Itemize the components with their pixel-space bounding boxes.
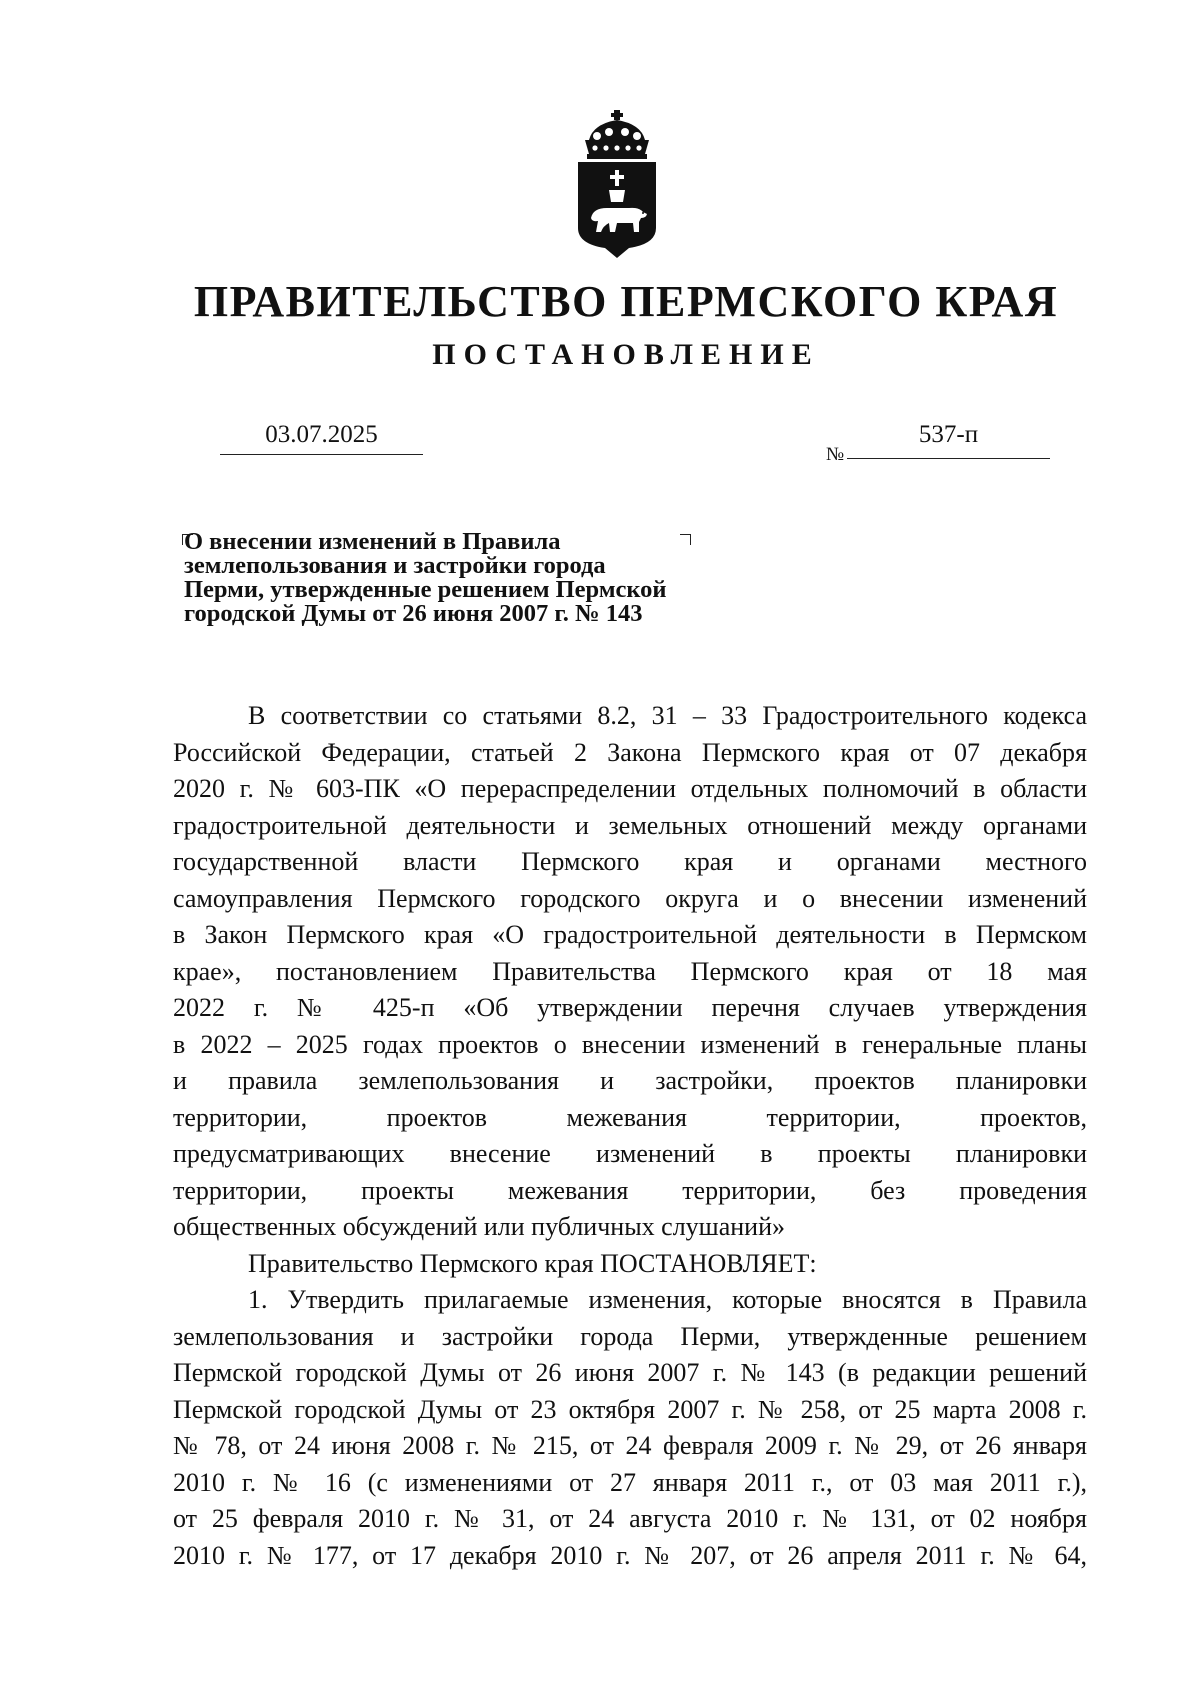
body-line: общественных обсуждений или публичных слушаний» (173, 1212, 785, 1241)
subject-line: Перми, утвержденные решением Пермской (184, 576, 667, 603)
body-line: в 2022 – 2025 годах проектов о внесении изменений в генеральные планы (173, 1029, 1087, 1059)
body-line: самоуправления Пермского городского округа и о внесении изменений (173, 883, 1087, 913)
document-type: ПОСТАНОВЛЕНИЕ (432, 338, 820, 371)
body-line: 2022 г. № 425-п «Об утверждении перечня случаев утверждения (173, 993, 1087, 1022)
coat-of-arms-icon (573, 110, 661, 260)
body-line: 2010 г. № 177, от 17 декабря 2010 г. № 207, от 26 апреля 2011 г. № 64, (173, 1540, 1087, 1570)
body-line: крае», постановлением Правительства Пермского края от 18 мая (173, 956, 1087, 986)
body-line: Пермской городской Думы от 26 июня 2007 г. № 143 (в редакции решений (173, 1358, 1087, 1387)
body-line: градостроительной деятельности и земельных отношений между органами (173, 810, 1087, 840)
body-line: территории, проекты межевания территории, без проведения (173, 1175, 1087, 1205)
body-line: в Закон Пермского края «О градостроительной деятельности в Пермском (173, 920, 1087, 949)
body-line: № 78, от 24 июня 2008 г. № 215, от 24 февраля 2009 г. № 29, от 26 января (173, 1431, 1087, 1460)
number-value-wrapper (847, 420, 1050, 459)
number-sign: № (826, 444, 845, 465)
date-underline (220, 454, 423, 455)
government-title: ПРАВИТЕЛЬСТВО ПЕРМСКОГО КРАЯ (193, 277, 1059, 326)
body-line: от 25 февраля 2010 г. № 31, от 24 августа 2010 г. № 131, от 02 ноября (173, 1504, 1087, 1533)
body-line: государственной власти Пермского края и органами местного (173, 847, 1087, 876)
body-line: Пермской городской Думы от 23 октября 2007 г. № 258, от 25 марта 2008 г. (173, 1394, 1087, 1424)
body-line: 2020 г. № 603-ПК «О перераспределении отдельных полномочий в области (173, 774, 1087, 803)
document-body (173, 698, 1087, 1574)
subject-line: О внесении изменений в Правила (184, 528, 561, 555)
resolution-line: Правительство Пермского края ПОСТАНОВЛЯЕТ: (248, 1248, 817, 1278)
body-line: 1. Утвердить прилагаемые изменения, которые вносятся в Правила (248, 1285, 1087, 1314)
body-line: землепользования и застройки города Перми, утвержденные решением (173, 1321, 1087, 1351)
document-number: 537-п (918, 421, 979, 448)
document-subject (184, 530, 744, 626)
number-underline (847, 458, 1050, 459)
body-line: В соответствии со статьями 8.2, 31 – 33 Градостроительного кодекса (248, 701, 1087, 730)
body-line: Российской Федерации, статьей 2 Закона Пермского края от 07 декабря (173, 737, 1087, 767)
date-field (220, 420, 423, 455)
subject-line: землепользования и застройки города (184, 552, 606, 579)
body-line: и правила землепользования и застройки, проектов планировки (173, 1066, 1087, 1095)
body-line: 2010 г. № 16 (с изменениями от 27 января 2011 г., от 03 мая 2011 г.), (173, 1467, 1087, 1497)
subject-line: городской Думы от 26 июня 2007 г. № 143 (184, 600, 643, 627)
document-date: 03.07.2025 (265, 421, 378, 448)
body-line: территории, проектов межевания территории, проектов, (173, 1102, 1087, 1132)
body-line: предусматривающих внесение изменений в проекты планировки (173, 1139, 1087, 1168)
